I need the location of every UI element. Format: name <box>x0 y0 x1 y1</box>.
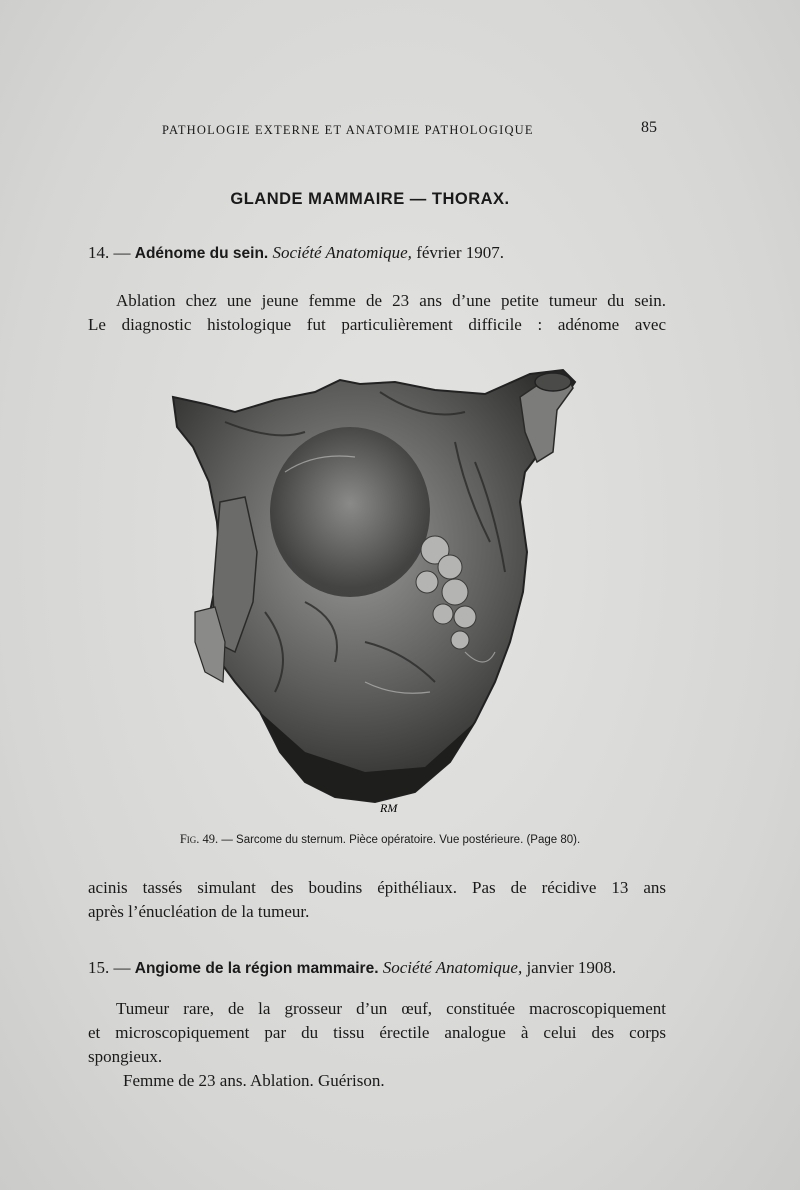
figure-label: Fig. 49. <box>179 832 219 846</box>
entry-15-title: Angiome de la région mammaire. <box>134 960 379 977</box>
figure-sternum-specimen <box>165 352 580 812</box>
entry-15-paragraph <box>88 997 666 1093</box>
entry-14-number: 14. — <box>88 243 131 262</box>
entry-15-line-1: Tumeur rare, de la grosseur d’un œuf, constituée macroscopiquement <box>116 999 666 1018</box>
entry-15-number: 15. — <box>88 958 131 977</box>
entry-15-heading <box>88 958 616 978</box>
entry-15-line-3: spongieux. <box>88 1047 163 1066</box>
entry-14-continuation-line-2: après l’énucléation de la tumeur. <box>88 902 310 921</box>
entry-15-date: janvier 1908. <box>526 958 617 977</box>
figure-caption-text: — Sarcome du sternum. Pièce opératoire. Vue postérieure. (Page 80). <box>221 834 581 846</box>
figure-caption <box>0 832 760 847</box>
entry-14-continuation-line-1: acinis tassés simulant des boudins épithéliaux. Pas de récidive 13 ans <box>88 878 666 897</box>
running-head: PATHOLOGIE EXTERNE ET ANATOMIE PATHOLOGIQUE <box>162 123 534 137</box>
specimen-illustration <box>165 352 580 812</box>
entry-15-journal: Société Anatomique, <box>382 958 523 977</box>
entry-14-title: Adénome du sein. <box>134 245 269 262</box>
page-number: 85 <box>641 119 657 136</box>
entry-15-line-2: et microscopiquement par du tissu érectile analogue à celui des corps <box>88 1023 666 1042</box>
entry-14-line-1: Ablation chez une jeune femme de 23 ans d’une petite tumeur du sein. <box>116 291 666 310</box>
entry-14-continuation <box>88 876 666 924</box>
entry-15-line-4: Femme de 23 ans. Ablation. Guérison. <box>123 1071 385 1090</box>
entry-14-paragraph <box>88 289 666 337</box>
entry-14-journal: Société Anatomique, <box>272 243 412 262</box>
artist-signature: RM <box>380 801 398 812</box>
entry-14-line-2: Le diagnostic histologique fut particulièrement difficile : adénome avec <box>88 315 666 334</box>
section-title: GLANDE MAMMAIRE — THORAX. <box>230 190 510 208</box>
entry-14-heading <box>88 243 504 263</box>
entry-14-date: février 1907. <box>416 243 504 262</box>
